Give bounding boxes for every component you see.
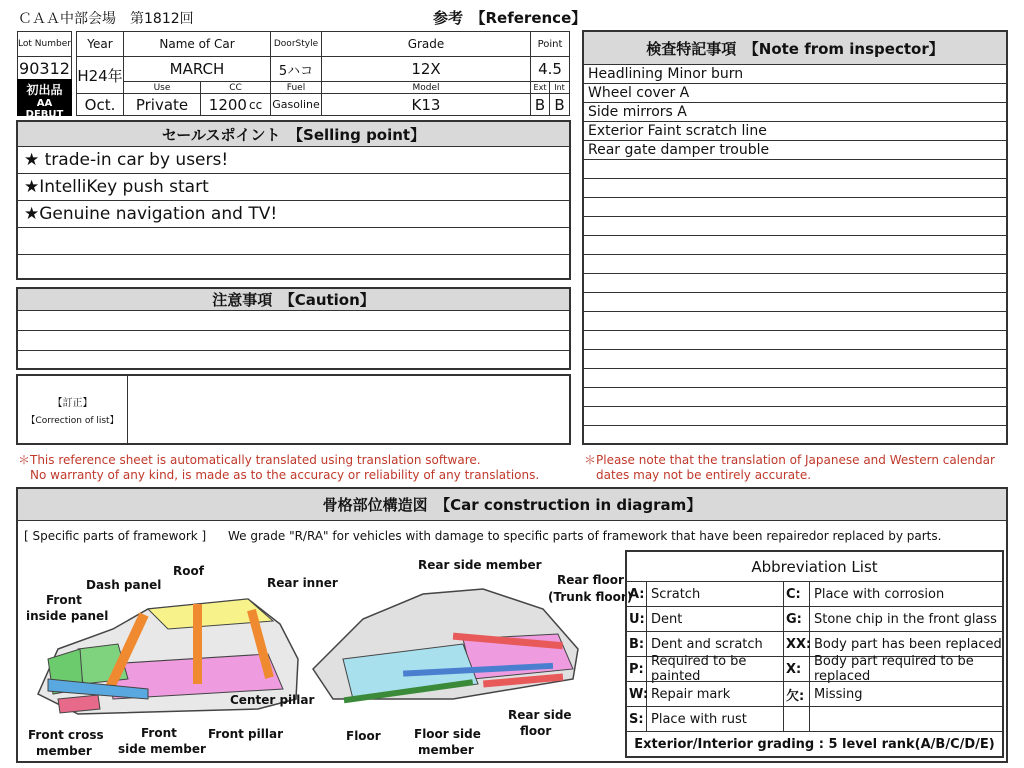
list-item: Side mirrors A bbox=[584, 102, 1006, 121]
label-floor: Floor bbox=[346, 729, 381, 743]
abbrev-value: Required to be painted bbox=[647, 657, 784, 682]
ext-grade: B bbox=[530, 93, 550, 116]
car-name: MARCH bbox=[123, 56, 271, 82]
label-front-cross-2: member bbox=[36, 744, 92, 758]
label-front-inside-1: Front bbox=[46, 593, 82, 607]
use-label: Use bbox=[123, 81, 201, 94]
month-value: Oct. bbox=[76, 93, 124, 116]
ext-label: Ext bbox=[530, 81, 550, 94]
year-label: Year bbox=[76, 31, 124, 57]
label-front-pillar: Front pillar bbox=[208, 727, 283, 741]
abbrev-key: 欠: bbox=[784, 682, 810, 707]
correction-label-jp: 【訂正】 bbox=[52, 398, 93, 409]
name-label: Name of Car bbox=[123, 31, 271, 57]
abbrev-key: B: bbox=[627, 632, 647, 657]
list-item bbox=[584, 273, 1006, 292]
abbrev-value: Body part required to be replaced bbox=[810, 657, 1002, 682]
list-item bbox=[18, 254, 569, 279]
int-label: Int bbox=[549, 81, 570, 94]
abbrev-key: U: bbox=[627, 607, 647, 632]
label-front-side-2: side member bbox=[118, 742, 206, 756]
lot-number: 90312 bbox=[17, 56, 72, 80]
debut-badge bbox=[17, 79, 72, 120]
abbrev-value: Place with rust bbox=[647, 707, 784, 732]
debut-en: AA DEBUT bbox=[25, 98, 64, 120]
fuel-value: Gasoline bbox=[270, 93, 322, 116]
abbrev-key: X: bbox=[784, 657, 810, 682]
label-roof: Roof bbox=[173, 564, 204, 578]
diagram-title: 骨格部位構造図 【Car construction in diagram】 bbox=[18, 489, 1006, 521]
translation-note-left-2: No warranty of any kind, is made as to the accuracy or reliability of any translations. bbox=[30, 468, 540, 482]
abbrev-key bbox=[784, 707, 810, 732]
lot-label: Lot Number bbox=[17, 31, 72, 57]
list-item: Exterior Faint scratch line bbox=[584, 121, 1006, 140]
diagram-labels bbox=[18, 549, 633, 759]
label-rear-inner: Rear inner bbox=[267, 576, 338, 590]
abbrev-key: XX: bbox=[784, 632, 810, 657]
label-rear-side-floor-2: floor bbox=[520, 724, 552, 738]
list-item bbox=[584, 311, 1006, 330]
reference-title: 参考 【Reference】 bbox=[433, 9, 587, 27]
correction-box bbox=[16, 374, 571, 445]
label-floor-side-2: member bbox=[418, 743, 474, 757]
cc-value bbox=[200, 93, 271, 116]
abbrev-key: C: bbox=[784, 582, 810, 607]
list-item bbox=[584, 406, 1006, 425]
list-item bbox=[584, 292, 1006, 311]
grade-label: Grade bbox=[321, 31, 531, 57]
translation-note-right-1: ＊Please note that the translation of Japanese and Western calendar bbox=[584, 453, 995, 467]
caution-row bbox=[18, 330, 569, 350]
abbrev-value: Body part has been replaced bbox=[810, 632, 1002, 657]
abbrev-value: Stone chip in the front glass bbox=[810, 607, 1002, 632]
label-center-pillar: Center pillar bbox=[230, 693, 315, 707]
model-value: K13 bbox=[321, 93, 531, 116]
abbrev-value: Dent and scratch bbox=[647, 632, 784, 657]
selling-point-title: セールスポイント 【Selling point】 bbox=[18, 122, 569, 146]
label-rear-side-floor-1: Rear side bbox=[508, 708, 572, 722]
abbrev-value: Repair mark bbox=[647, 682, 784, 707]
list-item bbox=[584, 254, 1006, 273]
list-item: ★ trade-in car by users! bbox=[18, 146, 569, 173]
fuel-label: Fuel bbox=[270, 81, 322, 94]
abbrev-key: G: bbox=[784, 607, 810, 632]
label-dash-panel: Dash panel bbox=[86, 578, 162, 592]
specific-parts-label: [ Specific parts of framework ] bbox=[24, 529, 207, 543]
list-item bbox=[18, 227, 569, 254]
list-item: ★Genuine navigation and TV! bbox=[18, 200, 569, 227]
label-front-side-1: Front bbox=[141, 726, 177, 740]
model-label: Model bbox=[321, 81, 531, 94]
cc-unit: cc bbox=[248, 97, 263, 112]
debut-jp: 初出品 bbox=[26, 83, 63, 97]
diagram-box bbox=[16, 487, 1008, 763]
list-item bbox=[584, 349, 1006, 368]
label-rear-floor-1: Rear floor bbox=[557, 573, 624, 587]
grade-note: We grade "R/RA" for vehicles with damage to specific parts of framework that have been repairedor replaced by parts. bbox=[228, 529, 942, 543]
car-info-table bbox=[17, 31, 570, 120]
correction-label-cell bbox=[18, 376, 128, 443]
translation-note-right-2: dates may not be entirely accurate. bbox=[596, 468, 812, 482]
abbrev-key: W: bbox=[627, 682, 647, 707]
abbrev-key: S: bbox=[627, 707, 647, 732]
abbrev-value bbox=[810, 707, 1002, 732]
label-front-inside-2: inside panel bbox=[26, 609, 109, 623]
translation-note-left-1: ＊This reference sheet is automatically translated using translation software. bbox=[18, 453, 481, 467]
label-front-cross-1: Front cross bbox=[28, 728, 104, 742]
cc-number: 1200 bbox=[208, 95, 247, 114]
caution-row bbox=[18, 310, 569, 330]
abbreviation-title: Abbreviation List bbox=[627, 552, 1002, 582]
list-item bbox=[584, 178, 1006, 197]
label-rear-side-member: Rear side member bbox=[418, 558, 542, 572]
cc-label: CC bbox=[200, 81, 271, 94]
abbrev-value: Dent bbox=[647, 607, 784, 632]
list-item bbox=[584, 235, 1006, 254]
grade-value: 12X bbox=[321, 56, 531, 82]
abbrev-key: P: bbox=[627, 657, 647, 682]
list-item bbox=[584, 387, 1006, 406]
grading-footer: Exterior/Interior grading : 5 level rank(A/B/C/D/E) bbox=[634, 736, 995, 752]
list-item bbox=[584, 330, 1006, 349]
abbrev-value: Missing bbox=[810, 682, 1002, 707]
door-label: DoorStyle bbox=[270, 31, 322, 57]
selling-point-box bbox=[16, 120, 571, 280]
list-item: Headlining Minor burn bbox=[584, 64, 1006, 83]
int-grade: B bbox=[549, 93, 570, 116]
inspector-box bbox=[582, 30, 1008, 445]
use-value: Private bbox=[123, 93, 201, 116]
caution-box bbox=[16, 287, 571, 370]
venue-title: ＣＡＡ中部会場 第1812回 bbox=[18, 11, 194, 27]
label-rear-floor-2: (Trunk floor) bbox=[548, 590, 633, 604]
correction-label-en: 【Correction of list】 bbox=[26, 416, 119, 426]
list-item bbox=[584, 216, 1006, 235]
abbrev-value: Place with corrosion bbox=[810, 582, 1002, 607]
point-value: 4.5 bbox=[530, 56, 570, 82]
label-floor-side-1: Floor side bbox=[414, 727, 481, 741]
year-value: H24年 bbox=[76, 56, 124, 94]
point-label: Point bbox=[530, 31, 570, 57]
list-item: Wheel cover A bbox=[584, 83, 1006, 102]
list-item bbox=[584, 425, 1006, 444]
abbrev-key: A: bbox=[627, 582, 647, 607]
list-item bbox=[584, 159, 1006, 178]
list-item bbox=[584, 197, 1006, 216]
abbreviation-list bbox=[625, 550, 1004, 758]
caution-title: 注意事項 【Caution】 bbox=[18, 289, 569, 310]
abbrev-value: Scratch bbox=[647, 582, 784, 607]
list-item: Rear gate damper trouble bbox=[584, 140, 1006, 159]
list-item bbox=[584, 368, 1006, 387]
caution-row bbox=[18, 350, 569, 369]
inspector-title: 検査特記事項 【Note from inspector】 bbox=[584, 32, 1006, 64]
list-item: ★IntelliKey push start bbox=[18, 173, 569, 200]
door-value: 5ハコ bbox=[270, 56, 322, 82]
